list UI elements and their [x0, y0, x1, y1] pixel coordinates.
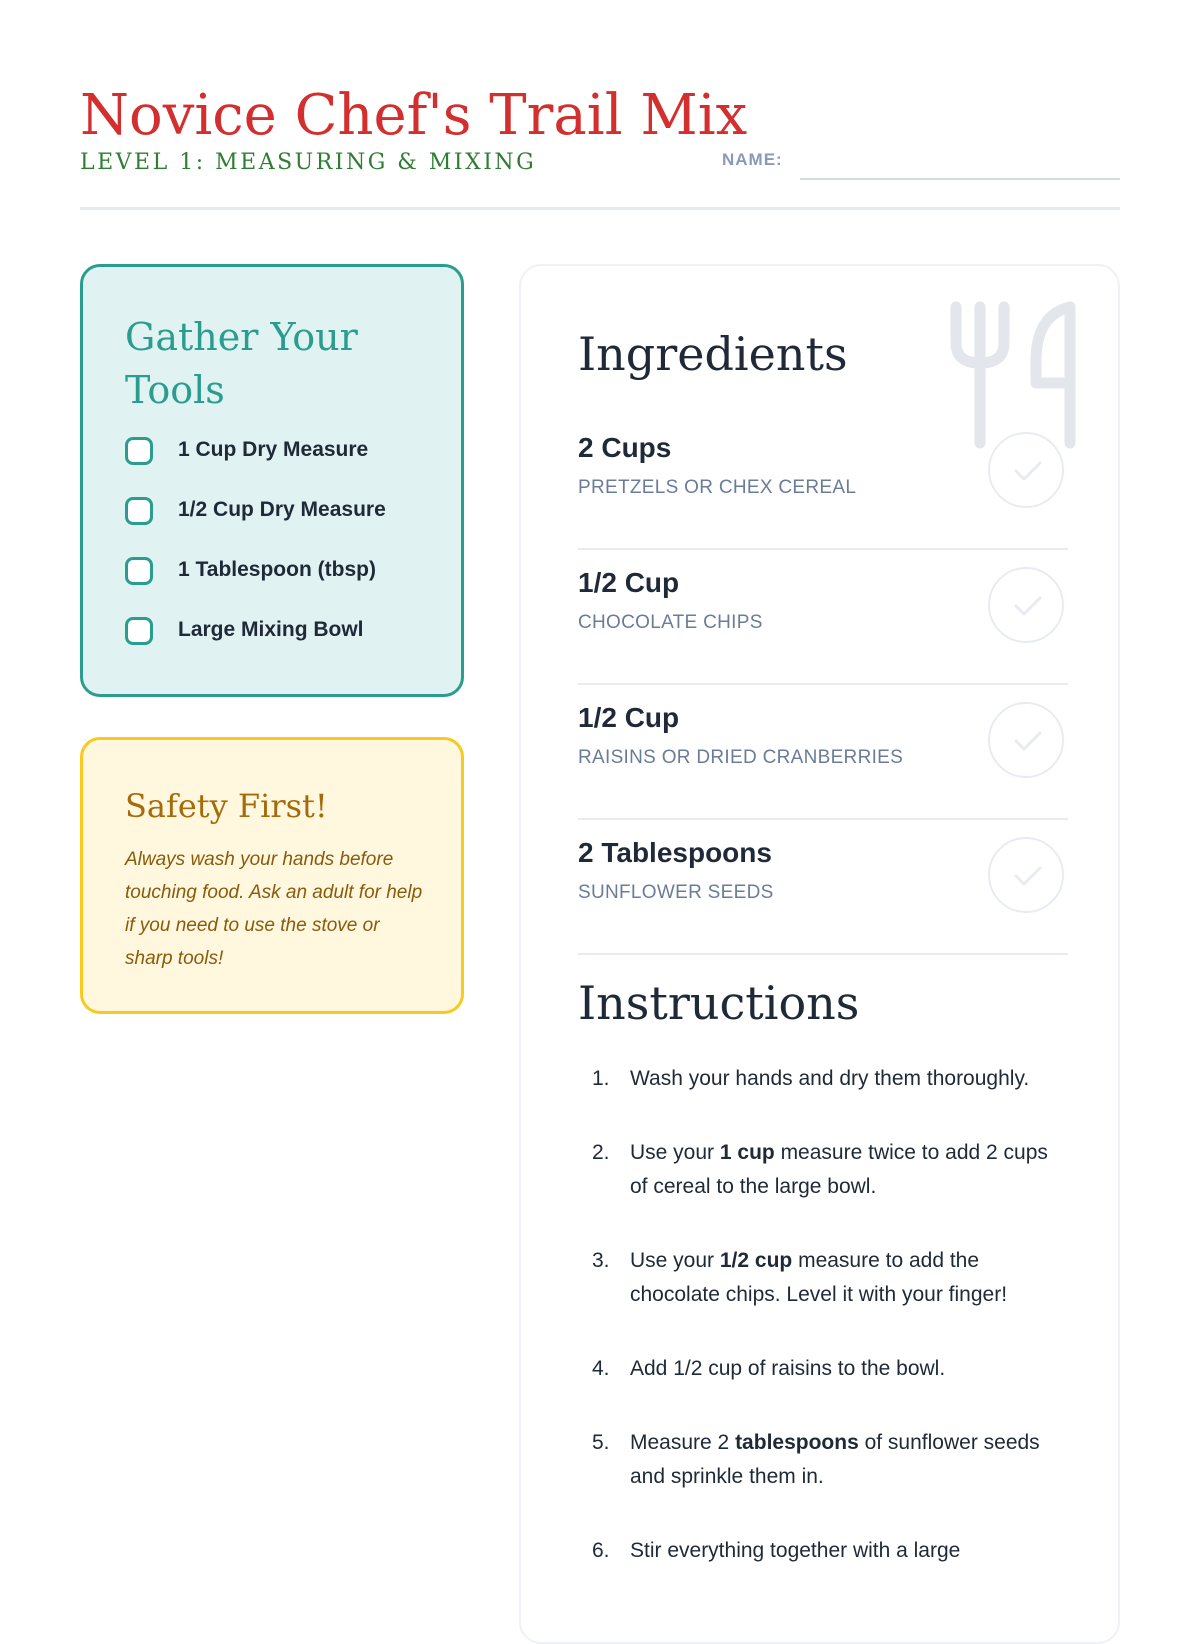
name-field-line[interactable] [800, 178, 1120, 180]
step-item [578, 1352, 1058, 1386]
instructions-title: Instructions [578, 976, 860, 1030]
checkbox-icon[interactable] [125, 617, 153, 645]
safety-text: Always wash your hands before touching food. Ask an adult for help if you need to use the stove or sharp tools! [125, 849, 423, 969]
checkmark-icon [1012, 458, 1044, 484]
checkmark-icon [1012, 863, 1044, 889]
step-item [578, 1062, 1058, 1096]
ingredient-row [578, 559, 1068, 685]
step-text: Add 1/2 cup of raisins to the bowl. [630, 1357, 946, 1380]
checkmark-icon [1012, 593, 1044, 619]
safety-title: Safety First! [125, 787, 328, 825]
ingredient-name: RAISINS OR DRIED CRANBERRIES [578, 747, 904, 768]
step-text: Stir everything together with a large [630, 1539, 961, 1562]
tool-item[interactable] [125, 495, 445, 531]
tool-item[interactable] [125, 555, 445, 591]
ingredient-row [578, 694, 1068, 820]
tool-item[interactable] [125, 435, 445, 471]
tool-item[interactable] [125, 615, 445, 651]
header-divider [80, 207, 1120, 210]
step-text: Wash your hands and dry them thoroughly. [630, 1067, 1030, 1090]
step-number: 1. [592, 1067, 610, 1090]
ingredient-amount: 2 Cups [578, 432, 672, 463]
step-text: Measure 2 tablespoons of sunflower seeds and sprinkle them in. [630, 1431, 1040, 1488]
ingredient-amount: 1/2 Cup [578, 702, 680, 733]
name-label: NAME: [722, 150, 783, 169]
checkbox-icon[interactable] [125, 497, 153, 525]
recipe-card [519, 264, 1120, 1644]
ingredients-title: Ingredients [578, 327, 848, 381]
page-subtitle: LEVEL 1: MEASURING & MIXING [80, 150, 537, 175]
step-number: 5. [592, 1431, 610, 1454]
ingredient-check-button[interactable] [988, 567, 1064, 643]
ingredient-check-button[interactable] [988, 432, 1064, 508]
ingredient-check-button[interactable] [988, 702, 1064, 778]
step-text: Use your 1 cup measure twice to add 2 cups of cereal to the large bowl. [630, 1141, 1048, 1198]
step-number: 4. [592, 1357, 610, 1380]
step-item [578, 1244, 1058, 1312]
tools-title: Gather Your Tools [125, 315, 358, 412]
ingredient-name: SUNFLOWER SEEDS [578, 882, 774, 903]
step-number: 3. [592, 1249, 610, 1272]
step-item [578, 1426, 1058, 1494]
tools-card [80, 264, 464, 697]
tool-label: 1/2 Cup Dry Measure [178, 498, 386, 521]
ingredient-amount: 2 Tablespoons [578, 837, 772, 868]
tool-label: Large Mixing Bowl [178, 618, 364, 641]
page-title: Novice Chef's Trail Mix [80, 83, 748, 148]
step-text: Use your 1/2 cup measure to add the chocolate chips. Level it with your finger! [630, 1249, 1008, 1306]
instructions-list [578, 1062, 1058, 1608]
ingredient-amount: 1/2 Cup [578, 567, 680, 598]
ingredient-name: PRETZELS OR CHEX CEREAL [578, 477, 857, 498]
step-item [578, 1136, 1058, 1204]
ingredient-name: CHOCOLATE CHIPS [578, 612, 763, 633]
step-number: 2. [592, 1141, 610, 1164]
ingredient-row [578, 829, 1068, 955]
tool-label: 1 Tablespoon (tbsp) [178, 558, 376, 581]
tool-label: 1 Cup Dry Measure [178, 438, 369, 461]
ingredient-row [578, 424, 1068, 550]
checkmark-icon [1012, 728, 1044, 754]
step-item [578, 1534, 1058, 1568]
ingredient-check-button[interactable] [988, 837, 1064, 913]
checkbox-icon[interactable] [125, 437, 153, 465]
checkbox-icon[interactable] [125, 557, 153, 585]
step-number: 6. [592, 1539, 610, 1562]
safety-card [80, 737, 464, 1014]
